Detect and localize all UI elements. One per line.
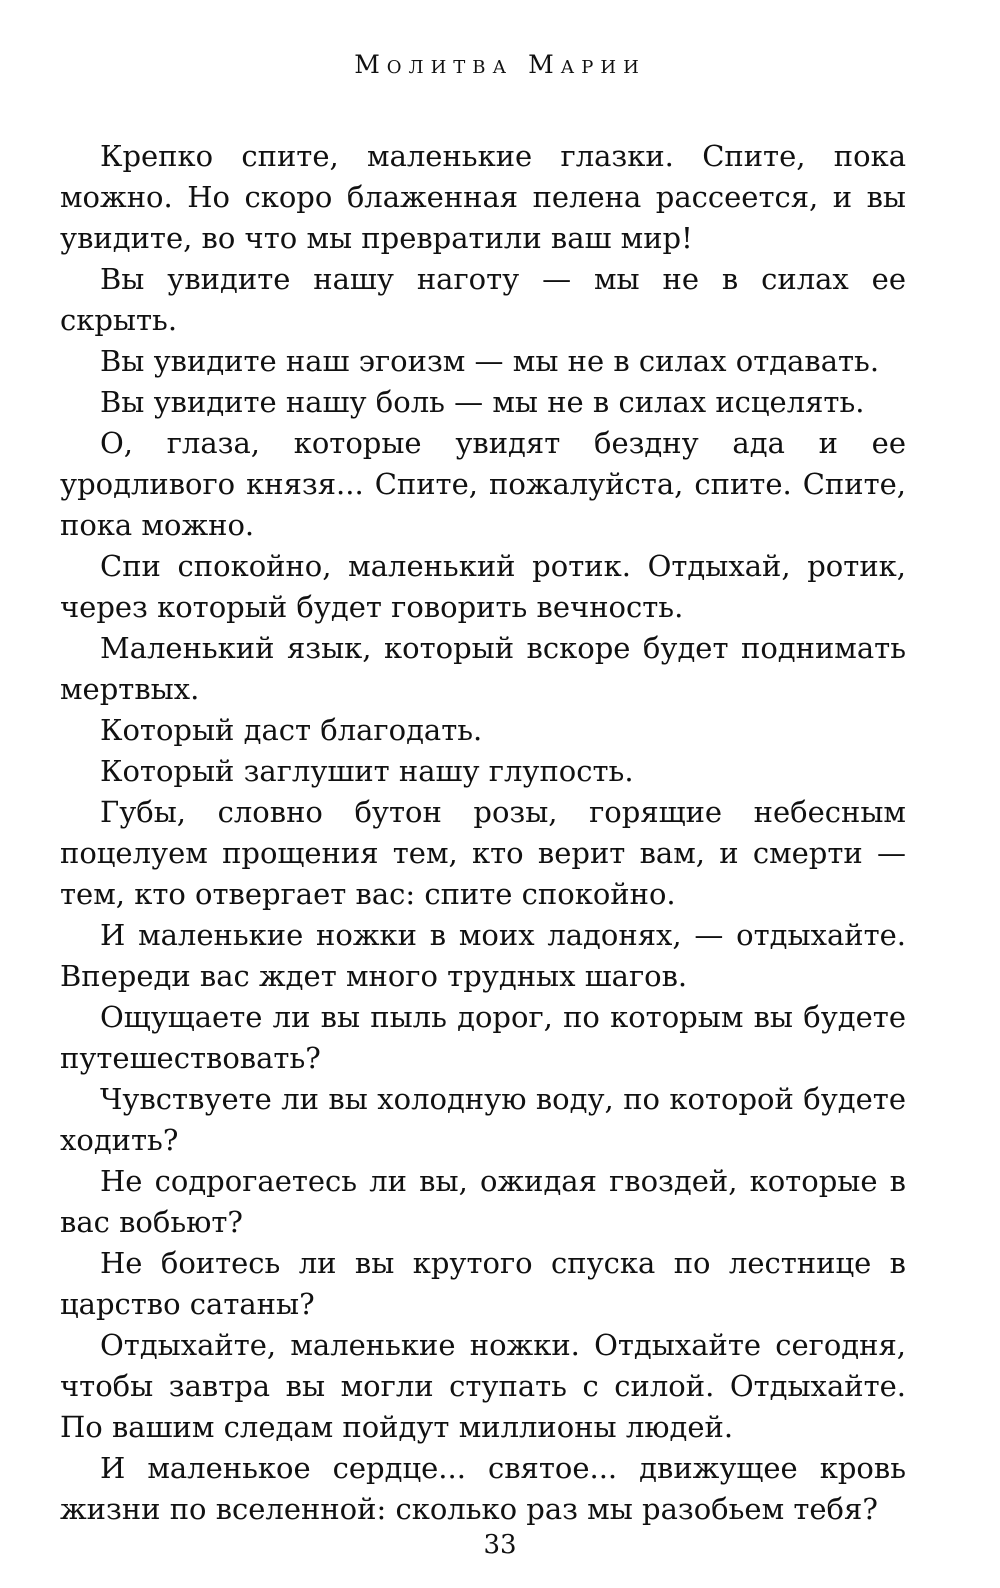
paragraph: Вы увидите нашу боль — мы не в силах исцелять. bbox=[100, 385, 865, 419]
paragraph: И маленькое сердце... святое... движущее кровь жизни по вселенной: сколько раз мы разобьем тебя? bbox=[60, 1451, 906, 1526]
paragraph: Вы увидите нашу наготу — мы не в силах ее скрыть. bbox=[60, 262, 906, 337]
paragraph: Крепко спите, маленькие глазки. Спите, пока можно. Но скоро блаженная пелена рассеется, и вы увидите, во что мы превратили ваш мир! bbox=[60, 139, 906, 255]
paragraph: Маленький язык, который вскоре будет поднимать мертвых. bbox=[60, 631, 906, 706]
paragraph: Который даст благодать. bbox=[100, 713, 483, 747]
paragraph: Не боитесь ли вы крутого спуска по лестнице в царство сатаны? bbox=[60, 1246, 906, 1321]
paragraph: И маленькие ножки в моих ладонях, — отдыхайте. Впереди вас ждет много трудных шагов. bbox=[60, 918, 906, 993]
paragraph: Не содрогаетесь ли вы, ожидая гвоздей, которые в вас вобьют? bbox=[60, 1164, 906, 1239]
paragraph: Чувствуете ли вы холодную воду, по которой будете ходить? bbox=[60, 1082, 906, 1157]
paragraph: Который заглушит нашу глупость. bbox=[100, 754, 634, 788]
paragraph: Отдыхайте, маленькие ножки. Отдыхайте сегодня, чтобы завтра вы могли ступать с силой. Отдыхайте. По вашим следам пойдут миллионы людей. bbox=[60, 1328, 906, 1444]
running-header: Молитва Марии bbox=[354, 50, 646, 79]
paragraph: Губы, словно бутон розы, горящие небесным поцелуем прощения тем, кто верит вам, и смерти — тем, кто отвергает вас: спите спокойно. bbox=[60, 795, 906, 911]
body-text bbox=[60, 136, 906, 1530]
paragraph: О, глаза, которые увидят бездну ада и ее уродливого князя... Спите, пожалуйста, спите. Спите, пока можно. bbox=[60, 426, 906, 542]
paragraph: Ощущаете ли вы пыль дорог, по которым вы будете путешествовать? bbox=[60, 1000, 906, 1075]
paragraph: Спи спокойно, маленький ротик. Отдыхай, ротик, через который будет говорить вечность. bbox=[60, 549, 906, 624]
page-number: 33 bbox=[483, 1530, 517, 1560]
paragraph: Вы увидите наш эгоизм — мы не в силах отдавать. bbox=[100, 344, 880, 378]
